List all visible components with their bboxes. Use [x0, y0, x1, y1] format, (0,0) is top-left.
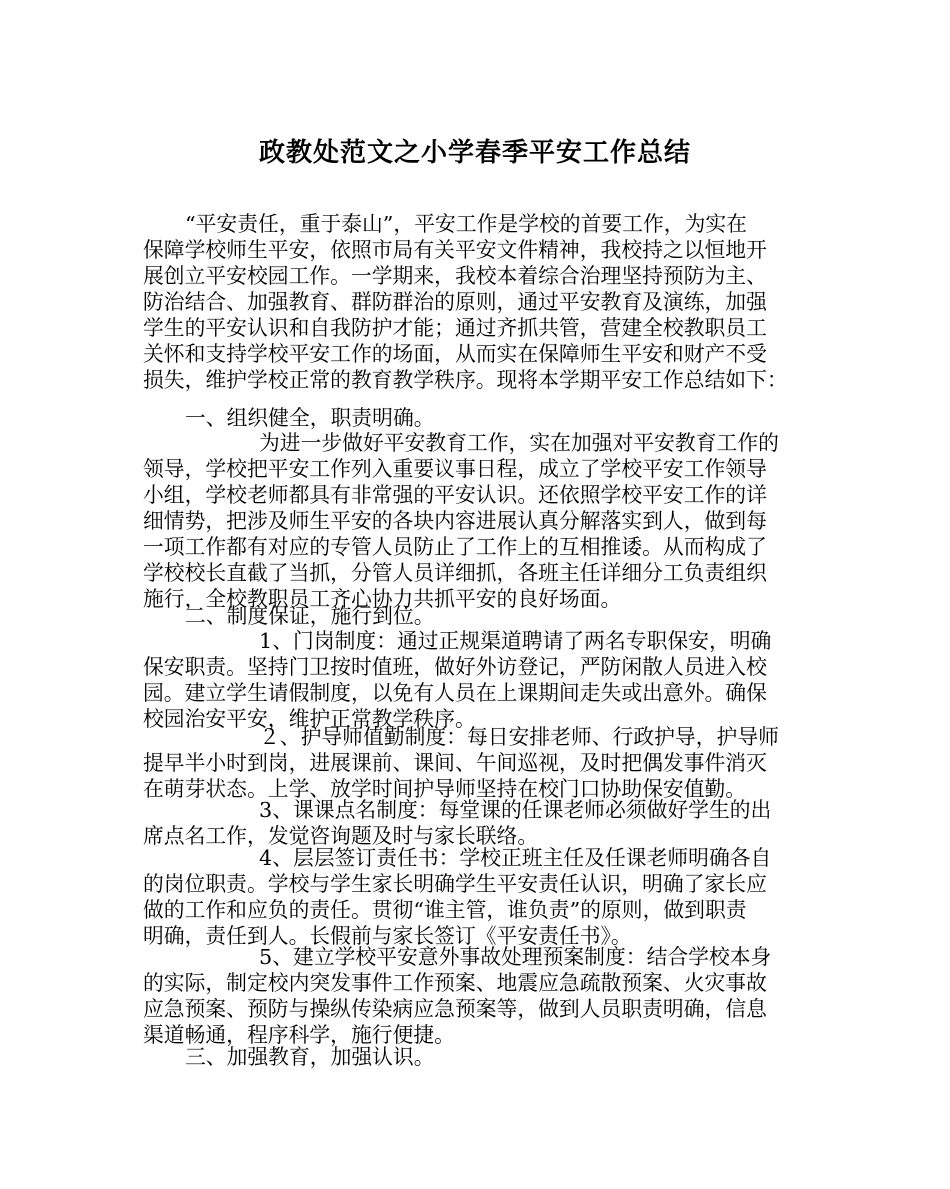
text-line: 提早半小时到岗，进展课前、课间、午间巡视，及时把偶发事件消灭 [143, 751, 767, 775]
text-line: 的实际，制定校内突发事件工作预案、地震应急疏散预案、火灾事故 [143, 971, 767, 995]
text-line: 明确，责任到人。长假前与家长签订《平安责任书》。 [143, 924, 632, 948]
text-line: 为进一步做好平安教育工作，实在加强对平安教育工作的 [259, 431, 779, 455]
text-line: 细情势，把涉及师生平安的各块内容进展认真分解落实到人，做到每 [143, 509, 767, 533]
text-line: 在萌芽状态。上学、放学时间护导师坚持在校门口协助保安值勤。 [143, 777, 747, 801]
text-line: 学生的平安认识和自我防护才能；通过齐抓共管，营建全校教职员工 [143, 316, 767, 340]
text-line: 一项工作都有对应的专管人员防止了工作上的互相推诿。从而构成了 [143, 535, 767, 559]
text-line: 关怀和支持学校平安工作的场面，从而实在保障师生平安和财产不受 [143, 342, 767, 366]
text-line: “平安责任，重于泰山”，平安工作是学校的首要工作，为实在 [185, 212, 747, 236]
text-line: 3、课课点名制度：每堂课的任课老师必须做好学生的出 [259, 798, 772, 822]
section-heading: 一、组织健全，职责明确。 [185, 406, 435, 430]
text-line: 渠道畅通，程序科学，施行便捷。 [143, 1023, 455, 1047]
text-line: 领导，学校把平安工作列入重要议事日程，成立了学校平安工作领导 [143, 457, 767, 481]
text-line: 席点名工作，发觉咨询题及时与家长联络。 [143, 824, 539, 848]
text-line: 损失，维护学校正常的教育教学秩序。现将本学期平安工作总结如下： [143, 368, 788, 392]
text-line: 4、层层签订责任书：学校正班主任及任课老师明确各自 [259, 846, 772, 870]
text-line: 小组，学校老师都具有非常强的平安认识。还依照学校平安工作的详 [143, 483, 767, 507]
text-line: 防治结合、加强教育、群防群治的原则，通过平安教育及演练，加强 [143, 290, 767, 314]
text-line: 保障学校师生平安，依照市局有关平安文件精神，我校持之以恒地开 [143, 238, 767, 262]
text-line: ２、护导师值勤制度：每日安排老师、行政护导，护导师 [259, 725, 779, 749]
text-line: 校园治安平安，维护正常教学秩序。 [143, 707, 476, 731]
text-line: 做的工作和应负的责任。贯彻“谁主管，谁负责”的原则，做到职责 [143, 898, 747, 922]
text-line: 1、门岗制度：通过正规渠道聘请了两名专职保安，明确 [259, 629, 772, 653]
text-line: 5、建立学校平安意外事故处理预案制度：结合学校本身 [259, 945, 772, 969]
text-line: 学校校长直截了当抓，分管人员详细抓，各班主任详细分工负责组织 [143, 561, 767, 585]
text-line: 施行，全校教职员工齐心协力共抓平安的良好场面。 [143, 587, 622, 611]
text-line: 展创立平安校园工作。一学期来，我校本着综合治理坚持预防为主、 [143, 264, 767, 288]
text-line: 保安职责。坚持门卫按时值班，做好外访登记，严防闲散人员进入校 [143, 655, 767, 679]
document-title: 政教处范文之小学春季平安工作总结 [258, 138, 691, 168]
section-heading: 三、加强教育，加强认识。 [185, 1045, 435, 1069]
section-heading: 二、制度保证，施行到位。 [185, 604, 435, 628]
text-line: 的岗位职责。学校与学生家长明确学生平安责任认识，明确了家长应 [143, 872, 767, 896]
text-line: 园。建立学生请假制度，以免有人员在上课期间走失或出意外。确保 [143, 681, 767, 705]
text-line: 应急预案、预防与操纵传染病应急预案等，做到人员职责明确，信息 [143, 997, 767, 1021]
